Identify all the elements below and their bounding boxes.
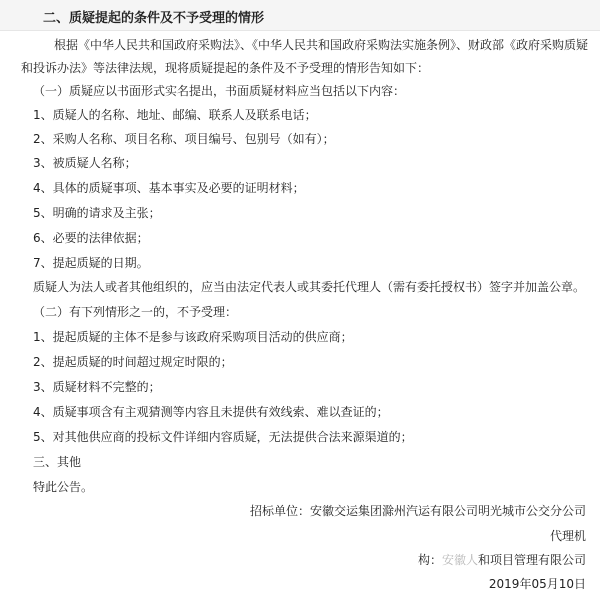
list-item: 5、对其他供应商的投标文件详细内容质疑，无法提供合法来源渠道的；: [33, 430, 413, 444]
legal-person-note: 质疑人为法人或者其他组织的，应当由法定代表人或其委托代理人（需有委托授权书）签字并加盖公章。: [33, 280, 586, 294]
bidder-line: 招标单位：安徽交运集团滁州汽运有限公司明光城市公交分公司: [249, 504, 586, 518]
watermark-text: 安徽人: [441, 553, 478, 567]
list-item: 4、具体的质疑事项、基本事实及必要的证明材料；: [33, 181, 305, 195]
part-two-title: （二）有下列情形之一的，不予受理：: [33, 305, 238, 319]
announcement-date: 2019年05月10日: [488, 577, 586, 591]
intro-line-2: 和投诉办法》等法律法规，现将质疑提起的条件及不予受理的情形告知如下：: [21, 61, 430, 75]
list-item: 5、明确的请求及主张；: [33, 206, 161, 220]
closing-notice: 特此公告。: [33, 480, 94, 494]
section-heading-bar: [0, 0, 600, 31]
list-item: 7、提起质疑的日期。: [33, 256, 149, 270]
list-item: 3、被质疑人名称；: [33, 156, 137, 170]
agency-label: 代理机: [549, 529, 586, 543]
part-one-title: （一）质疑应以书面形式实名提出，书面质疑材料应当包括以下内容：: [33, 84, 406, 98]
intro-line-1: 根据《中华人民共和国政府采购法》、《中华人民共和国政府采购法实施条例》、财政部《政府采购质疑: [54, 38, 589, 52]
section-two-title: 二、质疑提起的条件及不予受理的情形: [43, 11, 265, 26]
list-item: 4、质疑事项含有主观猜测等内容且未提供有效线索、难以查证的；: [33, 405, 389, 419]
list-item: 2、采购人名称、项目名称、项目编号、包别号（如有）；: [33, 132, 335, 146]
list-item: 6、必要的法律依据；: [33, 231, 149, 245]
agency-name-line: [418, 552, 586, 568]
section-three-title: 三、其他: [33, 455, 82, 469]
list-item: 2、提起质疑的时间超过规定时限的；: [33, 355, 233, 369]
agency-label-suffix: 构：: [417, 553, 442, 567]
agency-name: 和项目管理有限公司: [477, 553, 586, 567]
list-item: 3、质疑材料不完整的；: [33, 380, 161, 394]
list-item: 1、质疑人的名称、地址、邮编、联系人及联系电话；: [33, 108, 317, 122]
list-item: 1、提起质疑的主体不是参与该政府采购项目活动的供应商；: [33, 330, 353, 344]
